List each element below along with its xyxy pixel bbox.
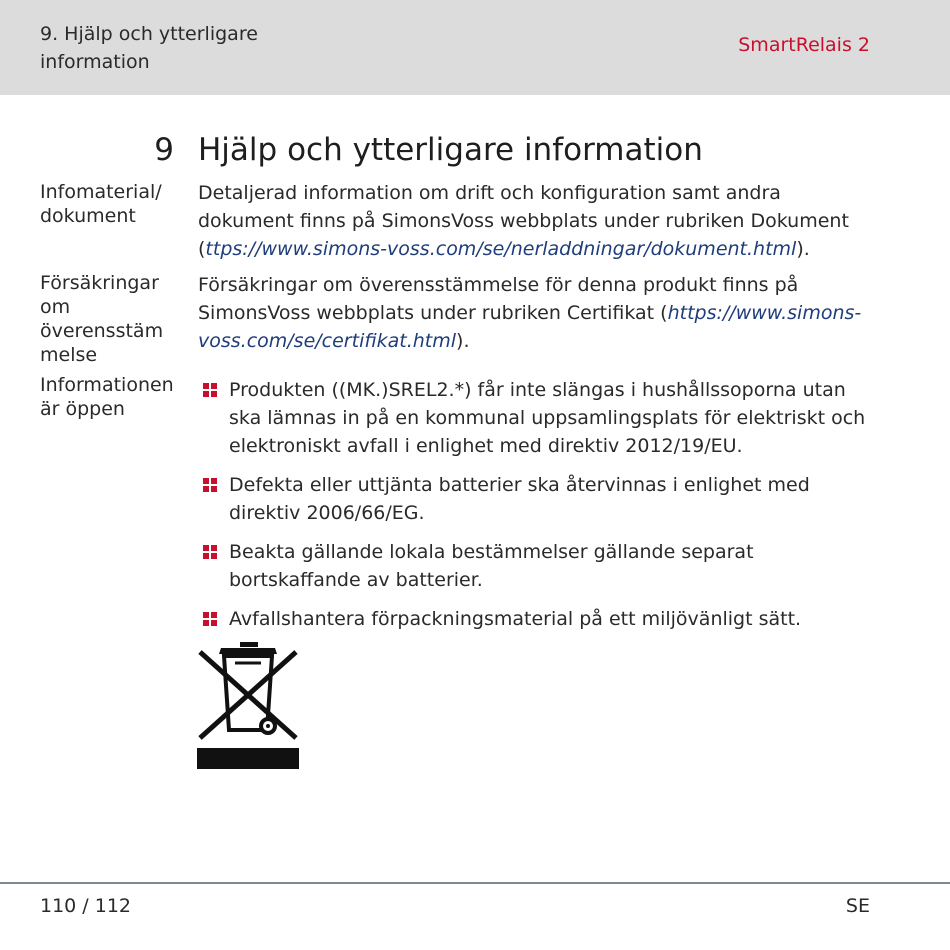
side-label-line: Försäkringar	[40, 272, 159, 294]
bullet-text: Avfallshantera förpackningsmaterial på ett miljövänligt sätt.	[229, 608, 802, 630]
side-label-declarations	[40, 271, 180, 367]
list-item	[198, 376, 878, 460]
header-section-title	[40, 20, 340, 76]
bullet-text: Defekta eller uttjänta batterier ska återvinnas i enlighet med direktiv 2006/66/EG.	[229, 474, 810, 524]
red-square-bullet-icon	[203, 478, 217, 492]
side-label-line: dokument	[40, 205, 136, 227]
header-section-line-1: 9. Hjälp och ytterligare	[40, 23, 258, 45]
paragraph-declarations	[198, 271, 878, 355]
side-label-line: Informationen	[40, 374, 174, 396]
red-square-bullet-icon	[203, 545, 217, 559]
disposal-bullet-list	[198, 376, 878, 644]
side-label-infomaterial	[40, 180, 180, 228]
side-label-line: överensstäm	[40, 320, 164, 342]
side-label-line: är öppen	[40, 398, 125, 420]
list-item	[198, 605, 878, 633]
paragraph-text: ).	[456, 330, 470, 352]
red-square-bullet-icon	[203, 383, 217, 397]
paragraph-text: Detaljerad information om drift och konfiguration samt andra dokument finns på SimonsVoss webbplats under rubriken Dokument (	[198, 182, 849, 260]
side-label-line: melse	[40, 344, 98, 366]
bullet-text: Produkten ((MK.)SREL2.*) får inte slängas i hushållssoporna utan ska lämnas in på en kommunal uppsamlingsplats för elektriskt och elektroniskt avfall i enlighet med direktiv 2012/19/EU.	[229, 379, 866, 457]
page-number: 110 / 112	[40, 895, 132, 917]
footer-divider	[0, 882, 950, 884]
documents-link[interactable]: ttps://www.simons-voss.com/se/nerladdningar/dokument.html	[205, 238, 797, 260]
header-section-line-2: information	[40, 51, 150, 73]
side-label-line: om	[40, 296, 71, 318]
list-item	[198, 471, 878, 527]
bullet-text: Beakta gällande lokala bestämmelser gällande separat bortskaffande av batterier.	[229, 541, 754, 591]
crossed-out-wheelie-bin-icon	[197, 641, 299, 769]
side-label-disposal	[40, 373, 180, 421]
chapter-number: 9	[154, 132, 174, 168]
side-label-line: Infomaterial/	[40, 181, 162, 203]
red-square-bullet-icon	[203, 612, 217, 626]
header-product-name: SmartRelais 2	[738, 34, 870, 56]
paragraph-text: Försäkringar om överensstämmelse för denna produkt finns på SimonsVoss webbplats under rubriken Certifikat (	[198, 274, 799, 324]
paragraph-text: ).	[796, 238, 810, 260]
page-header	[0, 0, 950, 95]
paragraph-infomaterial	[198, 179, 878, 263]
chapter-title: Hjälp och ytterligare information	[198, 132, 703, 168]
language-code: SE	[845, 895, 870, 917]
certificates-link[interactable]: https://www.simons-voss.com/se/certifikat.html	[198, 302, 862, 352]
list-item	[198, 538, 878, 594]
